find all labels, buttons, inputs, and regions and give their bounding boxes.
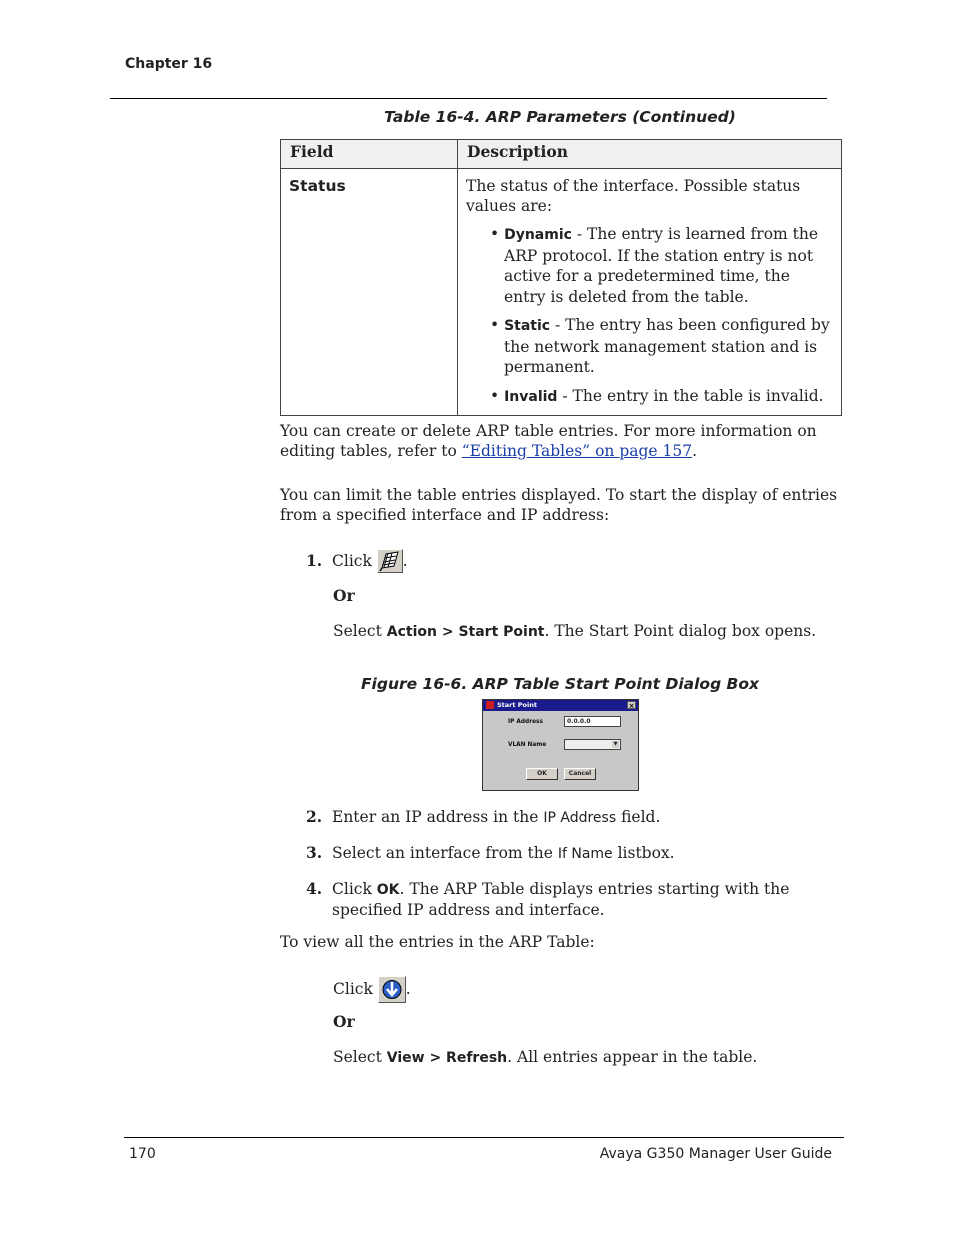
- description-intro: The status of the interface. Possible status values are:: [466, 177, 801, 215]
- paragraph-create-delete: [280, 421, 840, 461]
- cancel-button[interactable]: Cancel: [564, 768, 596, 780]
- step-text: Select: [333, 622, 387, 640]
- chevron-down-icon: ▼: [613, 741, 618, 747]
- column-header-field: Field: [281, 140, 458, 169]
- app-logo-icon: [486, 701, 494, 709]
- ok-button[interactable]: OK: [526, 768, 558, 780]
- step-1-alternative: [333, 621, 816, 642]
- if-name-field-name: If Name: [557, 846, 613, 862]
- step-3: [306, 843, 675, 864]
- list-item: • Static - The entry has been configured by the network management station and is permanent.: [490, 316, 830, 376]
- step-text: listbox.: [612, 844, 675, 862]
- step-number: 2.: [306, 807, 323, 826]
- step-2: [306, 807, 660, 828]
- step-text: . All entries appear in the table.: [507, 1048, 758, 1066]
- footer-title: Avaya G350 Manager User Guide: [599, 1146, 832, 1162]
- step-text: Select an interface from the: [332, 844, 558, 862]
- field-status: Status: [281, 169, 458, 416]
- step-number: 4.: [306, 879, 323, 898]
- or-label: Or: [333, 586, 355, 605]
- dialog-title: Start Point: [497, 701, 537, 709]
- step-text: field.: [616, 808, 661, 826]
- figure-caption: Figure 16-6. ARP Table Start Point Dialog Box: [360, 675, 760, 693]
- step-text: Select: [333, 1048, 387, 1066]
- step-4: [306, 879, 842, 920]
- step-text: .: [402, 552, 408, 570]
- header-rule: [110, 98, 827, 99]
- column-header-description: Description: [458, 140, 842, 169]
- or-label: Or: [333, 1012, 355, 1031]
- footer-rule: [124, 1137, 844, 1138]
- bullet-term: Dynamic: [504, 227, 572, 243]
- table-caption: Table 16-4. ARP Parameters (Continued): [384, 108, 736, 126]
- step-text: Click: [332, 552, 372, 570]
- view-all-alternative: [333, 1047, 757, 1068]
- bullet-term: Invalid: [504, 388, 558, 405]
- arp-parameters-table: [280, 139, 842, 416]
- step-text: . The Start Point dialog box opens.: [544, 622, 817, 640]
- paragraph-view-all: To view all the entries in the ARP Table:: [280, 933, 595, 951]
- ip-address-field[interactable]: 0.0.0.0: [564, 716, 621, 727]
- menu-path-view-refresh: View > Refresh: [386, 1050, 508, 1066]
- close-icon[interactable]: ×: [628, 702, 635, 710]
- list-item: • Dynamic - The entry is learned from the ARP protocol. If the station entry is not active for a predetermined time, the entry is deleted from the table.: [490, 225, 819, 306]
- table-header-row: [281, 140, 842, 169]
- ip-address-field-name: IP Address: [543, 810, 617, 826]
- editing-tables-link[interactable]: “Editing Tables” on page 157: [461, 442, 693, 460]
- vlan-name-label: VLAN Name: [508, 742, 547, 748]
- step-number: 3.: [306, 843, 323, 862]
- vlan-name-select[interactable]: [564, 739, 621, 750]
- step-text: .: [405, 980, 411, 998]
- step-number: 1.: [306, 551, 323, 570]
- view-all-step: [333, 976, 411, 1003]
- step-text: Click: [333, 980, 373, 998]
- step-text: Enter an IP address in the: [332, 808, 544, 826]
- start-point-toolbar-icon[interactable]: [377, 549, 403, 573]
- ip-address-label: IP Address: [508, 719, 543, 725]
- description-status: [458, 169, 842, 416]
- page-number: 170: [129, 1146, 156, 1162]
- paragraph-text: You can create or delete ARP table entries. For more information on editing tables, refer to: [280, 422, 817, 460]
- bullet-text: - The entry in the table is invalid.: [557, 386, 824, 405]
- ok-button-name: OK: [376, 882, 400, 898]
- dialog-title-bar: [483, 700, 638, 711]
- refresh-toolbar-icon[interactable]: [378, 976, 406, 1003]
- menu-path-action-start-point: Action > Start Point: [386, 624, 545, 640]
- status-values-list: [466, 224, 833, 407]
- step-text: . The ARP Table displays entries starting with the specified IP address and interface.: [332, 880, 790, 919]
- start-point-dialog: [482, 699, 639, 791]
- bullet-term: Static: [504, 318, 551, 334]
- step-1: [306, 549, 408, 573]
- step-text: Click: [332, 880, 377, 898]
- chapter-header: Chapter 16: [125, 56, 213, 72]
- paragraph-text: .: [692, 442, 698, 460]
- list-item: • Invalid - The entry in the table is invalid.: [490, 386, 824, 405]
- bullet-text: - The entry is learned from the ARP protocol. If the station entry is not active for a predetermined time, the entry is deleted from the table.: [504, 225, 819, 306]
- paragraph-limit-entries: You can limit the table entries displayed. To start the display of entries from a specified interface and IP address:: [280, 486, 838, 524]
- bullet-text: - The entry has been configured by the network management station and is permanent.: [504, 316, 830, 376]
- table-row: [281, 169, 842, 416]
